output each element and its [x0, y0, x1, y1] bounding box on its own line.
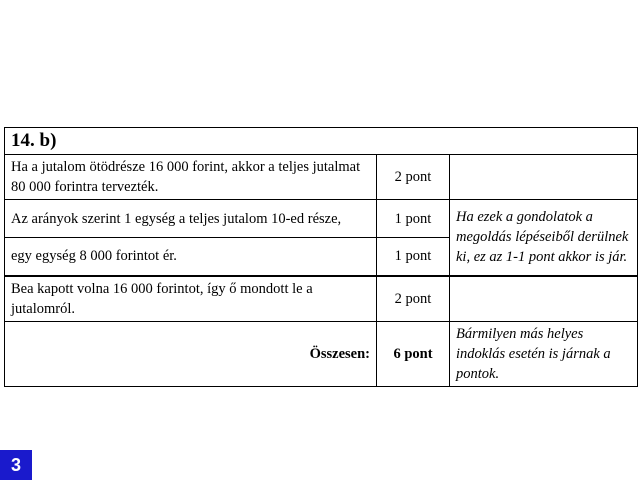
row-text: Az arányok szerint 1 egység a teljes jutalom 10-ed része,: [5, 200, 377, 238]
scoring-table-container: [4, 127, 637, 382]
total-label: Összesen:: [5, 321, 377, 386]
total-row: [5, 321, 638, 386]
steps-note: Ha ezek a gondolatok a megoldás lépéseiből derülnek ki, ez az 1-1 pont akkor is jár.: [450, 200, 638, 276]
slide-number-badge: 3: [0, 450, 32, 480]
table-row: [5, 155, 638, 200]
total-note: Bármilyen más helyes indoklás esetén is járnak a pontok.: [450, 321, 638, 386]
row-text: Bea kapott volna 16 000 forintot, így ő mondott le a jutalomról.: [5, 276, 377, 322]
empty-note-cell: [450, 155, 638, 200]
row-points: 2 pont: [377, 276, 450, 322]
empty-note-cell: [450, 276, 638, 322]
table-row: [5, 200, 638, 238]
row-points: 1 pont: [377, 238, 450, 276]
title-row: [5, 128, 638, 155]
row-points: 2 pont: [377, 155, 450, 200]
row-points: 1 pont: [377, 200, 450, 238]
scoring-table: [4, 127, 638, 387]
total-points: 6 pont: [377, 321, 450, 386]
problem-title: 14. b): [5, 128, 638, 155]
row-text: egy egység 8 000 forintot ér.: [5, 238, 377, 276]
table-row: [5, 276, 638, 322]
row-text: Ha a jutalom ötödrésze 16 000 forint, akkor a teljes jutalmat 80 000 forintra tervezték.: [5, 155, 377, 200]
